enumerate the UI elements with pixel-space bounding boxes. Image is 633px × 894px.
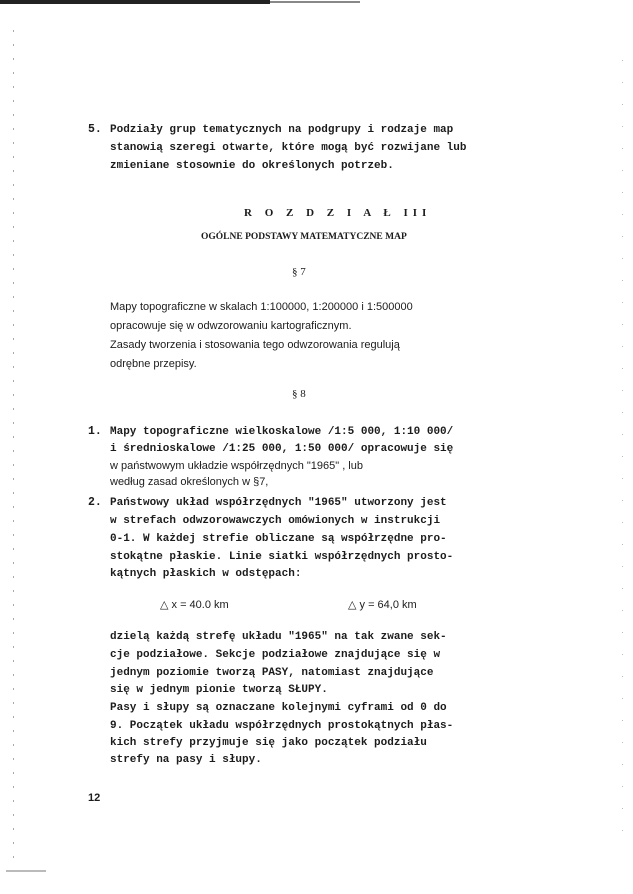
top-edge-mark bbox=[0, 0, 270, 4]
top-edge-mark-thin bbox=[270, 1, 360, 3]
formula-delta-y: △ y = 64,0 km bbox=[348, 599, 417, 611]
item-2-after-line-3: jednym poziomie tworzą PASY, natomiast znajdujące bbox=[110, 667, 434, 679]
item-1-line-3: w państwowym układzie współrzędnych "1965" , lub bbox=[110, 460, 363, 472]
item-2-after-line-2: cje podziałowe. Sekcje podziałowe znajdujące się w bbox=[110, 649, 441, 661]
item-2-line-1: Państwowy układ współrzędnych "1965" utworzony jest bbox=[110, 497, 447, 509]
item-5-line-3: zmieniane stosownie do określonych potrzeb. bbox=[110, 160, 394, 172]
item-5-line-1: Podziały grup tematycznych na podgrupy i rodzaje map bbox=[110, 124, 454, 136]
bottom-smudge bbox=[6, 870, 46, 872]
chapter-title: R O Z D Z I A Ł III bbox=[244, 207, 432, 219]
page-number: 12 bbox=[88, 792, 101, 804]
item-2-after-line-8: strefy na pasy i słupy. bbox=[110, 754, 262, 766]
item-2-line-5: kątnych płaskich w odstępach: bbox=[110, 568, 302, 580]
item-1-line-2: i średnioskalowe /1:25 000, 1:50 000/ opracowuje się bbox=[110, 443, 454, 455]
item-2-after-line-5: Pasy i słupy są oznaczane kolejnymi cyframi od 0 do bbox=[110, 702, 447, 714]
chapter-subtitle: OGÓLNE PODSTAWY MATEMATYCZNE MAP bbox=[201, 232, 407, 242]
item-1-line-4: według zasad określonych w §7, bbox=[110, 476, 269, 488]
item-5-line-2: stanowią szeregi otwarte, które mogą być rozwijane lub bbox=[110, 142, 467, 154]
right-margin-dots bbox=[622, 60, 623, 840]
left-margin-dots bbox=[13, 30, 14, 870]
item-5-number: 5. bbox=[88, 123, 102, 136]
item-2-line-4: stokątne płaskie. Linie siatki współrzędnych prosto- bbox=[110, 551, 454, 563]
item-2-after-line-1: dzielą każdą strefę układu "1965" na tak zwane sek- bbox=[110, 631, 447, 643]
item-1-line-1: Mapy topograficzne wielkoskalowe /1:5 000, 1:10 000/ bbox=[110, 426, 454, 438]
section-7-line-4: odrębne przepisy. bbox=[110, 358, 197, 370]
section-7-line-2: opracowuje się w odwzorowaniu kartograficznym. bbox=[110, 320, 352, 332]
item-2-number: 2. bbox=[88, 496, 102, 509]
item-2-line-2: w strefach odwzorowawczych omówionych w instrukcji bbox=[110, 515, 441, 527]
section-7-heading: § 7 bbox=[292, 266, 306, 278]
section-7-line-3: Zasady tworzenia i stosowania tego odwzorowania regulują bbox=[110, 339, 400, 351]
item-2-after-line-4: się w jednym pionie tworzą SŁUPY. bbox=[110, 684, 328, 696]
item-2-line-3: 0-1. W każdej strefie obliczane są współrzędne pro- bbox=[110, 533, 447, 545]
item-2-after-line-6: 9. Początek układu współrzędnych prostokątnych płas- bbox=[110, 720, 454, 732]
item-2-after-line-7: kich strefy przyjmuje się jako początek podziału bbox=[110, 737, 427, 749]
item-1-number: 1. bbox=[88, 425, 102, 438]
section-8-heading: § 8 bbox=[292, 388, 306, 400]
section-7-line-1: Mapy topograficzne w skalach 1:100000, 1:200000 i 1:500000 bbox=[110, 301, 413, 313]
formula-delta-x: △ x = 40.0 km bbox=[160, 599, 229, 611]
